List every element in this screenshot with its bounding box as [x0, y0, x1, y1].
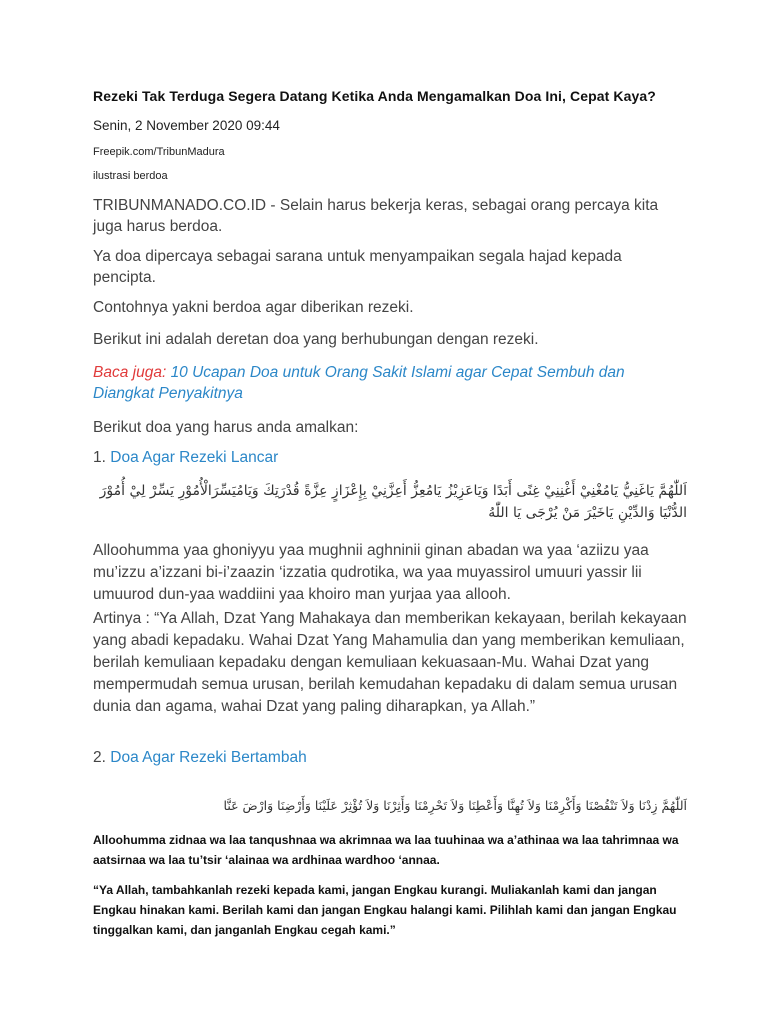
paragraph-doa-sarana: Ya doa dipercaya sebagai sarana untuk menyampaikan segala hajad kepada pencipta. [93, 248, 622, 286]
doa-2-link[interactable]: Doa Agar Rezeki Bertambah [110, 749, 307, 766]
heading-doa-1 [93, 449, 278, 467]
doa-2-artinya: “Ya Allah, tambahkanlah rezeki kepada kami, jangan Engkau kurangi. Muliakanlah kami dan jangan Engkau hinakan kami. Berilah kami dan jangan Engkau halangi kami. Pilihlah kami dan jangan Engkau tinggalkan kami, dan janganlah Engkau cegah kami.” [93, 883, 677, 937]
baca-juga-label: Baca juga: [93, 364, 167, 381]
baca-juga [93, 362, 683, 404]
doa-1-number: 1. [93, 449, 106, 466]
paragraph-contoh: Contohnya yakni berdoa agar diberikan rezeki. [93, 299, 414, 316]
doa-2-number: 2. [93, 749, 106, 766]
doa-1-link[interactable]: Doa Agar Rezeki Lancar [110, 449, 279, 466]
doa-2-latin: Alloohumma zidnaa wa laa tanqushnaa wa akrimnaa wa laa tuuhinaa wa a’athinaa wa laa tahrimnaa wa aatsirnaa wa laa tu’tsir ‘alainaa wa ardhinaa wardhoo ‘annaa. [93, 833, 679, 867]
paragraph-berikut-doa: Berikut doa yang harus anda amalkan: [93, 419, 359, 436]
paragraph-deretan: Berikut ini adalah deretan doa yang berhubungan dengan rezeki. [93, 331, 539, 348]
paragraph-intro: TRIBUNMANADO.CO.ID - Selain harus bekerja keras, sebagai orang percaya kita juga harus berdoa. [93, 197, 659, 235]
heading-doa-2 [93, 749, 307, 767]
article-date: Senin, 2 November 2020 09:44 [93, 118, 280, 133]
doa-1-latin: Alloohumma yaa ghoniyyu yaa mughnii aghninii ginan abadan wa yaa ‘aziizu yaa mu’izzu a’izzani bi-i’zaazin ‘izzatia qudrotika, wa yaa muyassirol umuuri yassir lii umuurod dun-yaa waddiini yaa khoiro man yurjaa yaa allooh. [93, 542, 649, 603]
doa-2-arabic: اَللّٰهُمَّ زِدْنَا وَلاَ تَنْقُصْنَا وَأَكْرِمْنَا وَلاَ تُهِنَّا وَأَعْطِنَا وَلاَ تَحْرِمْنَا وَأَثِرْنَا وَلاَ تُؤْثِرْ عَلَيْنَا وَأَرْضِنَا وَارْضَ عَنَّا [223, 798, 687, 813]
doa-1-arabic: اَللّٰهُمَّ يَاغَنِيُّ يَامُغْنِيْ أَغْنِنِيْ غِنًى أَبَدًا وَيَاعَزِيْزُ يَامُعِزُّ أَعِزَّنِيْ بِإِعْزَازٍ عِزَّةً قُدْرَتِكَ وَيَامُيَسِّرَالْأُمُوْرِ يَسِّرْ لِيْ أُمُوْرَ الدُّنْيَا وَالدِّيْنِ يَاخَيْرَ مَنْ يُرْجَى يَا اللّٰهُ [99, 483, 687, 521]
article-title: Rezeki Tak Terduga Segera Datang Ketika Anda Mengamalkan Doa Ini, Cepat Kaya? [93, 88, 656, 104]
image-caption: ilustrasi berdoa [93, 170, 168, 182]
doa-1-artinya: Artinya : “Ya Allah, Dzat Yang Mahakaya dan memberikan kekayaan, berilah kekayaan yang abadi kepadaku. Wahai Dzat Yang Mahamulia dan yang memberikan kemuliaan, berilah kemuliaan kepadaku dengan kemuliaan kekuasaan-Mu. Wahai Dzat yang mempermudah semua urusan, berilah kemudahan kepadaku di dalam semua urusan dunia dan agama, wahai Dzat yang paling diharapkan, ya Allah.” [93, 610, 687, 715]
image-credit: Freepik.com/TribunMadura [93, 146, 225, 158]
baca-juga-link[interactable]: 10 Ucapan Doa untuk Orang Sakit Islami agar Cepat Sembuh dan Diangkat Penyakitnya [93, 364, 625, 402]
